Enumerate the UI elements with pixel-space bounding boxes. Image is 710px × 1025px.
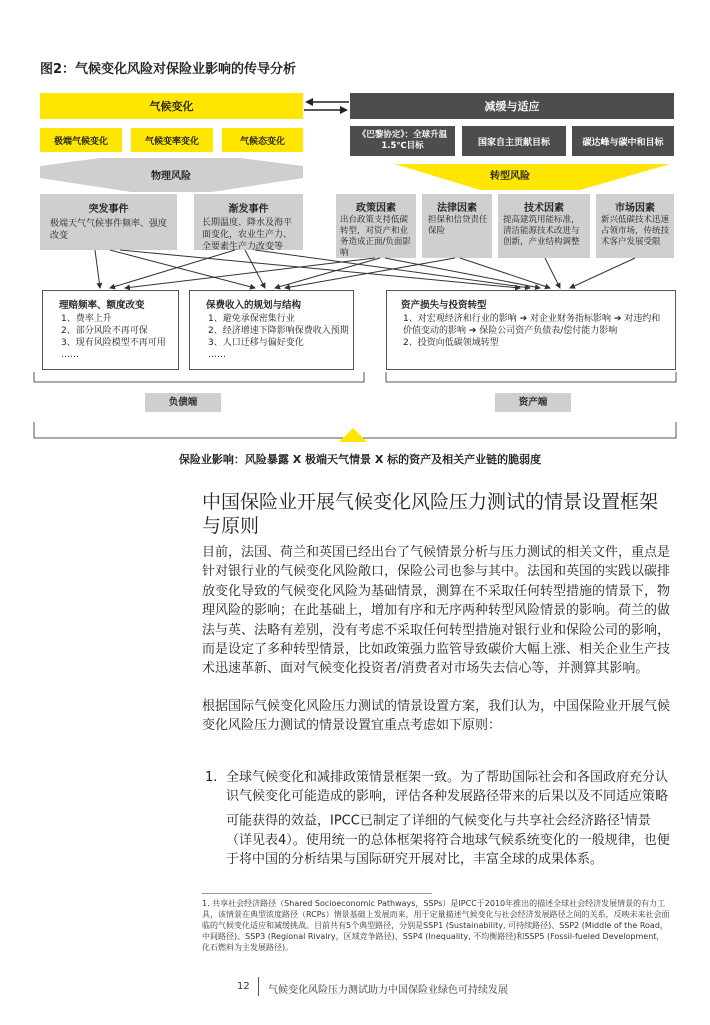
transmission-arrows: [0, 0, 710, 300]
transition-factor-text: 新兴低碳技术迅速占领市场，传统技术客户发展受限: [601, 215, 670, 247]
transition-factor-title: 法律因素: [437, 203, 477, 214]
impact-item: 3、现有风险模型不再可用: [61, 338, 166, 348]
mitigation-item-ndc: 国家自主贡献目标: [462, 126, 566, 156]
impact-title: 资产损失与投资转型: [401, 300, 487, 311]
physical-factor-title: 渐发事件: [228, 204, 269, 215]
list-item-text-a: 全球气候变化和减排政策情景框架一致。为了帮助国际社会和各国政府充分认识气候变化可能造成的影响，评估各种发展路径带来的后果以及不同适应策略可能获得的效益，IPCC已制定了详细的气候变化与共享社会经济路径: [226, 770, 669, 829]
section-heading: 中国保险业开展气候变化风险压力测试的情景设置框架与原则: [202, 491, 659, 537]
footer-divider: [258, 977, 259, 996]
impact-item: 1、避免承保密集行业: [208, 314, 295, 324]
paragraph-1: 目前，法国、荷兰和英国已经出台了气候情景分析与压力测试的相关文件，重点是针对银行业的气候变化风险敞口，保险公司也参与其中。法国和英国的实践以碳排放变化导致的气候变化风险为基础情景，测算在不采取任何转型措施的情景下，物理风险的影响；在此基础上，增加有序和无序两种转型风险情景的影响。荷兰的做法与英、法略有差别，没有考虑不采取任何转型措施对银行业和保险公司的影响，而是设定了多种转型情景，比如政策强力监管导致碳价大幅上涨、相关企业生产技术迅速革新、面对气候变化投资者/消费者对市场失去信心等，并测算其影响。: [202, 545, 671, 677]
transition-factor-title: 市场因素: [615, 203, 655, 214]
footer-title: 气候变化风险压力测试助力中国保险业绿色可持续发展: [268, 985, 508, 996]
climate-change-box: 气候变化: [40, 93, 303, 119]
list-item-text-b: 情景（详见表4）。使用统一的总体框架将符合地球气候系统变化的一般规律，也便于将中国的分析结果与国际研究开展对比，丰富全球的成果体系。: [226, 813, 670, 867]
impact-item: 2、投资向低碳领域转型: [403, 338, 499, 348]
footnote: 1. 共享社会经济路径（Shared Socioeconomic Pathways，SSPs）是IPCC于2010年推出的描述全球社会经济发展情景的有力工具，该情景在典型浓度路径（RCPs）情景基础上发展而来，用于定量描述气候变化与社会经济发展路径之间的关系，反映未来社会面临的气候变化适应和减缓挑战。目前共有5个典型路径，分别是SSP1 (Sustainability, 可持续路径)、SSP2 (Middle of the Road，中间路径)、SSP3 (Regional Rivalry，区域竞争路径)、SSP4 (Inequality, 不均衡路径)和SSP5 (Fossil-fueled Development，化石燃料为主发展路径)。: [202, 899, 670, 952]
climate-item-extreme: 极端气候变化: [40, 128, 122, 152]
conclusion-bracket: [30, 420, 680, 448]
impact-item: 1、对宏观经济和行业的影响 ➔ 对企业财务指标影响 ➔ 对违约和价值变动的影响 ➔ 保险公司资产负债表/偿付能力影响: [403, 314, 661, 336]
transition-factor-title: 技术因素: [524, 203, 564, 214]
conclusion-text: 保险业影响：风险暴露 X 极端天气情景 X 标的资产及相关产业链的脆弱度: [178, 453, 542, 466]
transition-factor-text: 担保和信贷责任保险: [428, 215, 488, 236]
impact-assets: [386, 290, 676, 370]
footnote-divider: [202, 893, 432, 894]
mitigation-item-carbon: 碳达峰与碳中和目标: [572, 126, 674, 156]
list-item-1: [226, 768, 674, 869]
side-brackets: [30, 370, 680, 392]
climate-item-state: 气候态变化: [222, 128, 303, 152]
transition-factor-title: 政策因素: [356, 203, 396, 214]
mitigation-item-paris: 《巴黎协定》：全球升温1.5℃目标: [350, 126, 455, 156]
mitigation-box: 减缓与适应: [350, 93, 674, 119]
impact-item: 2、部分风险不再可保: [61, 326, 148, 336]
paragraph-2: 根据国际气候变化风险压力测试的情景设置方案，我们认为，中国保险业开展气候变化风险压力测试的情景设置宜重点考虑如下原则：: [202, 699, 671, 734]
liability-side-label: 负债端: [145, 393, 221, 412]
impact-title: 保费收入的规划与结构: [206, 300, 302, 311]
impact-item: ……: [61, 350, 79, 360]
impact-item: 2、经济增速下降影响保费收入预期: [208, 326, 349, 336]
impact-premium: [189, 290, 354, 370]
transition-factor-text: 提高建筑用能标准，清洁能源技术改进与创新，产业结构调整: [503, 215, 580, 247]
figure-title: 图2：气候变化风险对保险业影响的传导分析: [40, 62, 297, 77]
list-number: 1.: [205, 770, 218, 785]
transition-factor-text: 出台政策支持低碳转型，对资产和业务造成正面/负面影响: [340, 215, 411, 258]
physical-factor-text: 长期温度、降水及海平面变化，农业生产力、全要素生产力改变等: [202, 218, 293, 252]
asset-side-label: 资产端: [495, 393, 571, 412]
footnote-ref[interactable]: 1: [619, 811, 625, 821]
physical-risk-label: 物理风险: [151, 171, 191, 182]
impact-item: 1、费率上升: [61, 314, 112, 324]
climate-item-variability: 气候变率变化: [131, 128, 213, 152]
physical-factor-text: 极端天气气候事件频率、强度改变: [50, 219, 168, 241]
physical-factor-title: 突发事件: [88, 204, 129, 215]
page-number: 12: [237, 981, 250, 992]
impact-claims: [42, 290, 179, 370]
impact-item: 3、人口迁移与偏好变化: [208, 338, 304, 348]
transition-risk-label: 转型风险: [490, 171, 530, 182]
impact-item: ……: [208, 350, 226, 360]
impact-title: 理赔频率、额度改变: [59, 300, 145, 311]
